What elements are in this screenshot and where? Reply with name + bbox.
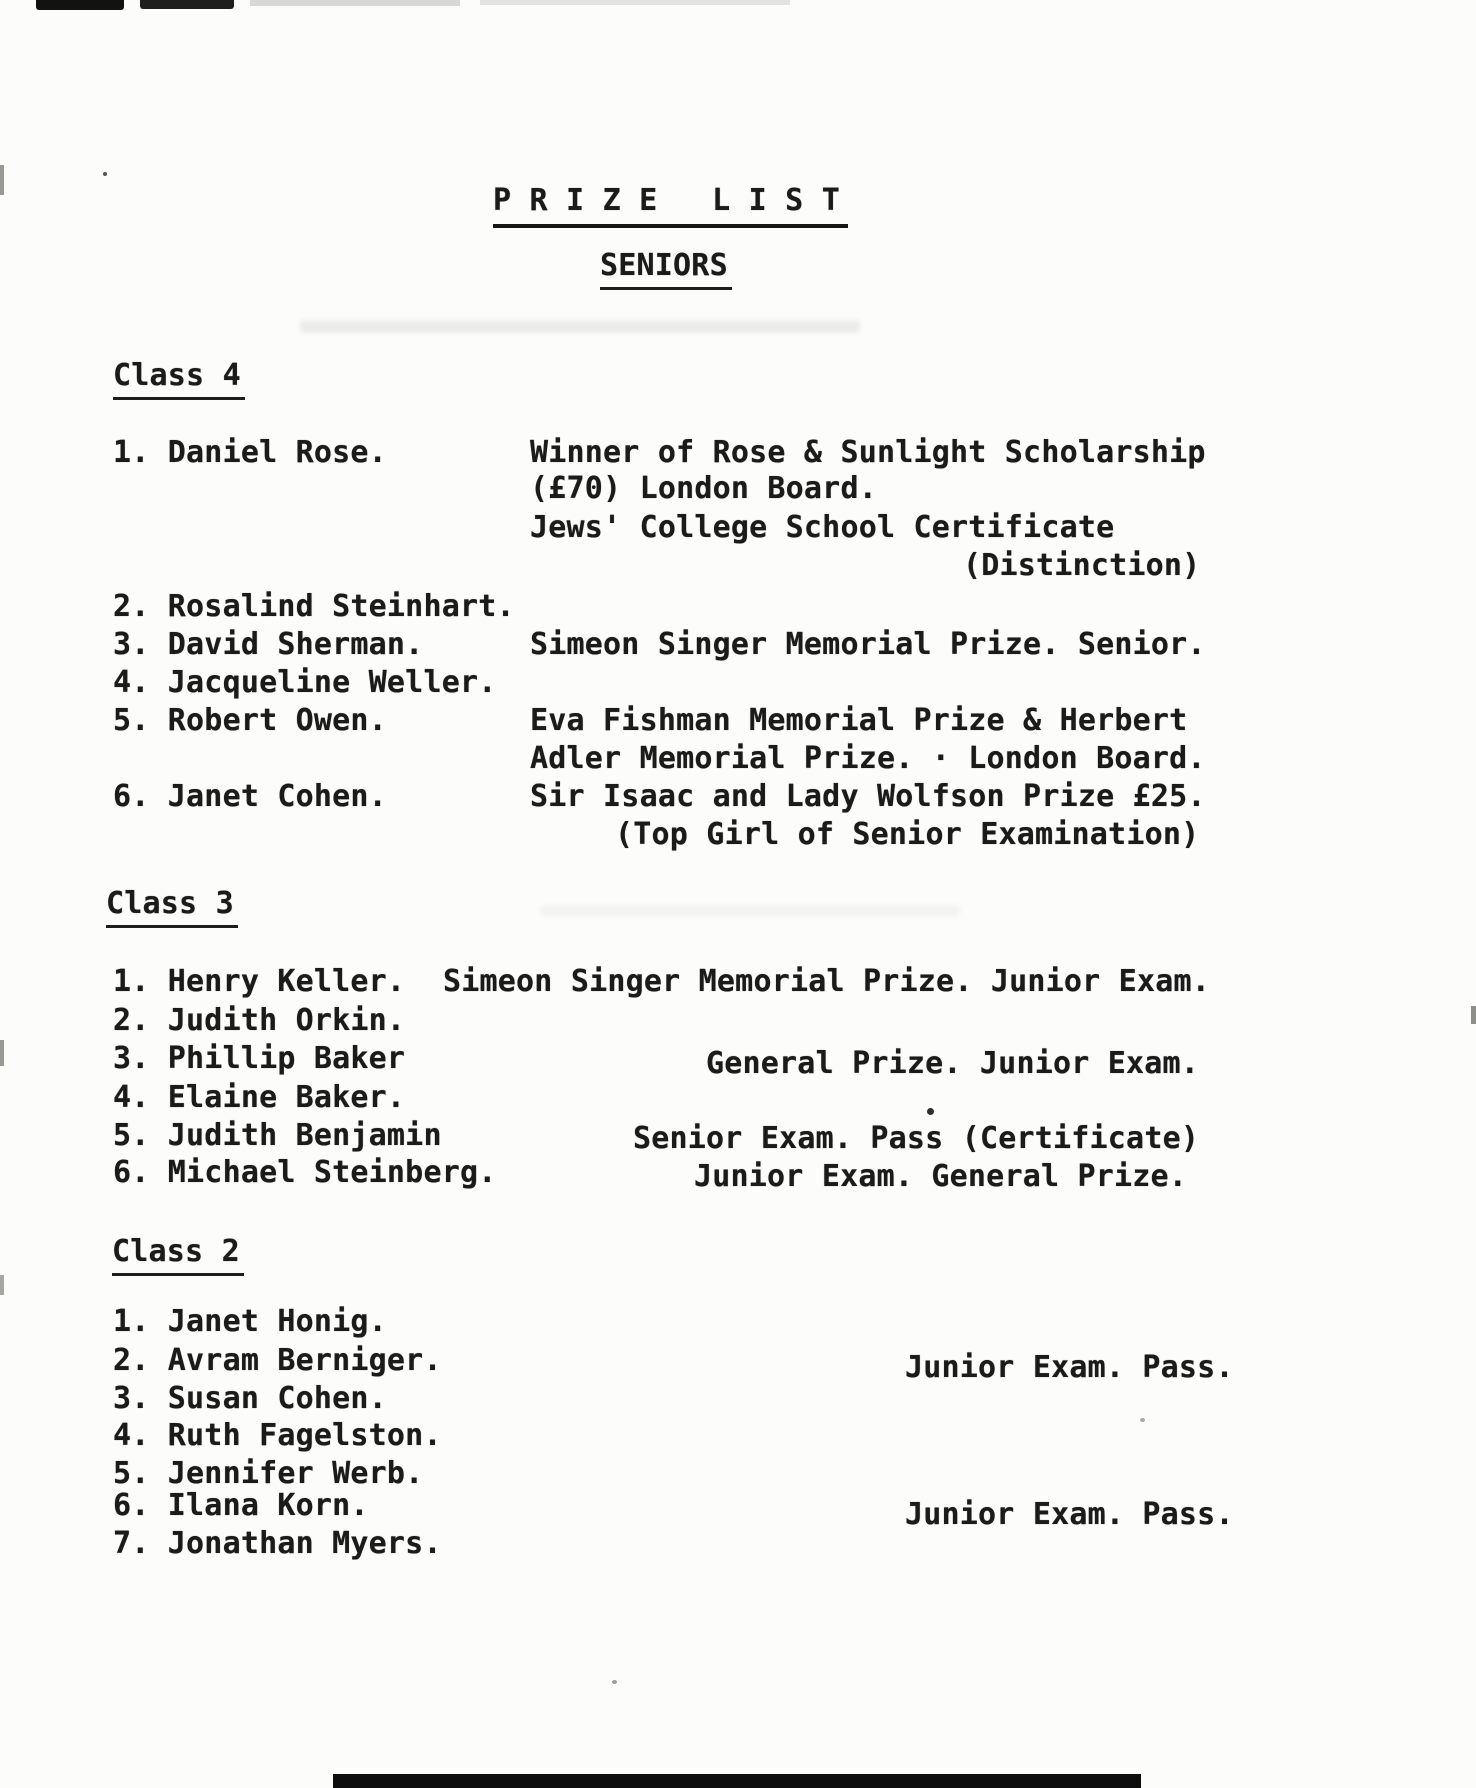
class4-entry-1-prize-line-1: Winner of Rose & Sunlight Scholarship — [530, 435, 1206, 470]
class4-entry-6-name: 6. Janet Cohen. — [113, 779, 387, 814]
class2-entry-6-prize-line-1: Junior Exam. Pass. — [905, 1497, 1234, 1532]
class3-entry-3-prize-line-1: General Prize. Junior Exam. — [706, 1046, 1200, 1081]
class2-entry-2-name: 2. Avram Berniger. — [113, 1343, 442, 1378]
class4-entry-5-prize-line-2: Adler Memorial Prize. · London Board. — [530, 741, 1206, 776]
class3-entry-3-name: 3. Phillip Baker — [113, 1041, 406, 1076]
class3-entry-4-name: 4. Elaine Baker. — [113, 1080, 406, 1115]
section-heading-class-2-text: Class 2 — [112, 1234, 244, 1276]
class2-entry-7-name: 7. Jonathan Myers. — [113, 1526, 442, 1561]
scan-speck-dot-2 — [103, 172, 107, 176]
section-heading-class-4 — [113, 360, 245, 392]
class2-entry-5-name: 5. Jennifer Werb. — [113, 1456, 424, 1491]
page-subtitle-text: SENIORS — [600, 248, 732, 290]
class4-entry-5-name: 5. Robert Owen. — [113, 703, 387, 738]
page-title — [493, 185, 848, 217]
class4-entry-6-prize-line-1: Sir Isaac and Lady Wolfson Prize £25. — [530, 779, 1206, 814]
class2-entry-4-name: 4. Ruth Fagelston. — [113, 1418, 442, 1453]
class3-entry-6-name: 6. Michael Steinberg. — [113, 1155, 497, 1190]
scan-mark-bottom-bar — [333, 1774, 1141, 1788]
page-subtitle — [600, 250, 732, 282]
scan-mark-left-edge-1 — [0, 165, 4, 195]
class3-entry-2-name: 2. Judith Orkin. — [113, 1003, 406, 1038]
scan-mark-top-streak-1 — [250, 0, 460, 6]
class4-entry-3-name: 3. David Sherman. — [113, 627, 424, 662]
scan-mark-left-edge-2 — [0, 1040, 4, 1066]
class4-entry-2-name: 2. Rosalind Steinhart. — [113, 589, 515, 624]
class3-entry-1-name: 1. Henry Keller. — [113, 964, 406, 999]
scan-mark-top-left-1 — [36, 0, 124, 10]
scan-mark-top-streak-2 — [480, 0, 790, 5]
scan-mark-left-edge-3 — [0, 1275, 4, 1295]
section-heading-class-3 — [106, 888, 238, 920]
section-heading-class-4-text: Class 4 — [113, 358, 245, 400]
class2-entry-6-name: 6. Ilana Korn. — [113, 1488, 369, 1523]
class4-entry-1-name: 1. Daniel Rose. — [113, 435, 387, 470]
class4-entry-6-prize-line-2: (Top Girl of Senior Examination) — [615, 817, 1200, 852]
page-title-text: P R I Z E L I S T — [493, 183, 848, 228]
scan-speck-dot-3 — [1140, 1418, 1145, 1422]
class3-entry-5-prize-line-1: Senior Exam. Pass (Certificate) — [633, 1121, 1200, 1156]
class2-entry-2-prize-line-1: Junior Exam. Pass. — [905, 1350, 1234, 1385]
class4-entry-1-prize-line-2: (£70) London Board. — [530, 471, 877, 506]
class3-entry-5-name: 5. Judith Benjamin — [113, 1118, 442, 1153]
class4-entry-5-prize-line-1: Eva Fishman Memorial Prize & Herbert — [530, 703, 1188, 738]
class3-entry-6-prize-line-1: Junior Exam. General Prize. — [694, 1159, 1188, 1194]
class3-entry-1-prize-line-1: Simeon Singer Memorial Prize. Junior Exam. — [443, 964, 1210, 999]
class4-entry-4-name: 4. Jacqueline Weller. — [113, 665, 497, 700]
class4-entry-3-prize-line-1: Simeon Singer Memorial Prize. Senior. — [530, 627, 1206, 662]
section-heading-class-2 — [112, 1236, 244, 1268]
class4-entry-1-prize-line-4: (Distinction) — [963, 548, 1201, 583]
scan-ghost-streak-2 — [540, 905, 960, 916]
scan-speck-dot-4 — [612, 1680, 617, 1684]
class2-entry-1-name: 1. Janet Honig. — [113, 1304, 387, 1339]
class4-entry-1-prize-line-3: Jews' College School Certificate — [530, 510, 1115, 545]
section-heading-class-3-text: Class 3 — [106, 886, 238, 928]
scan-ghost-streak-1 — [300, 320, 860, 333]
scan-speck-dot-1 — [927, 1108, 934, 1115]
class2-entry-3-name: 3. Susan Cohen. — [113, 1381, 387, 1416]
scan-mark-top-left-2 — [140, 0, 234, 9]
scan-mark-right-edge — [1471, 1006, 1476, 1024]
